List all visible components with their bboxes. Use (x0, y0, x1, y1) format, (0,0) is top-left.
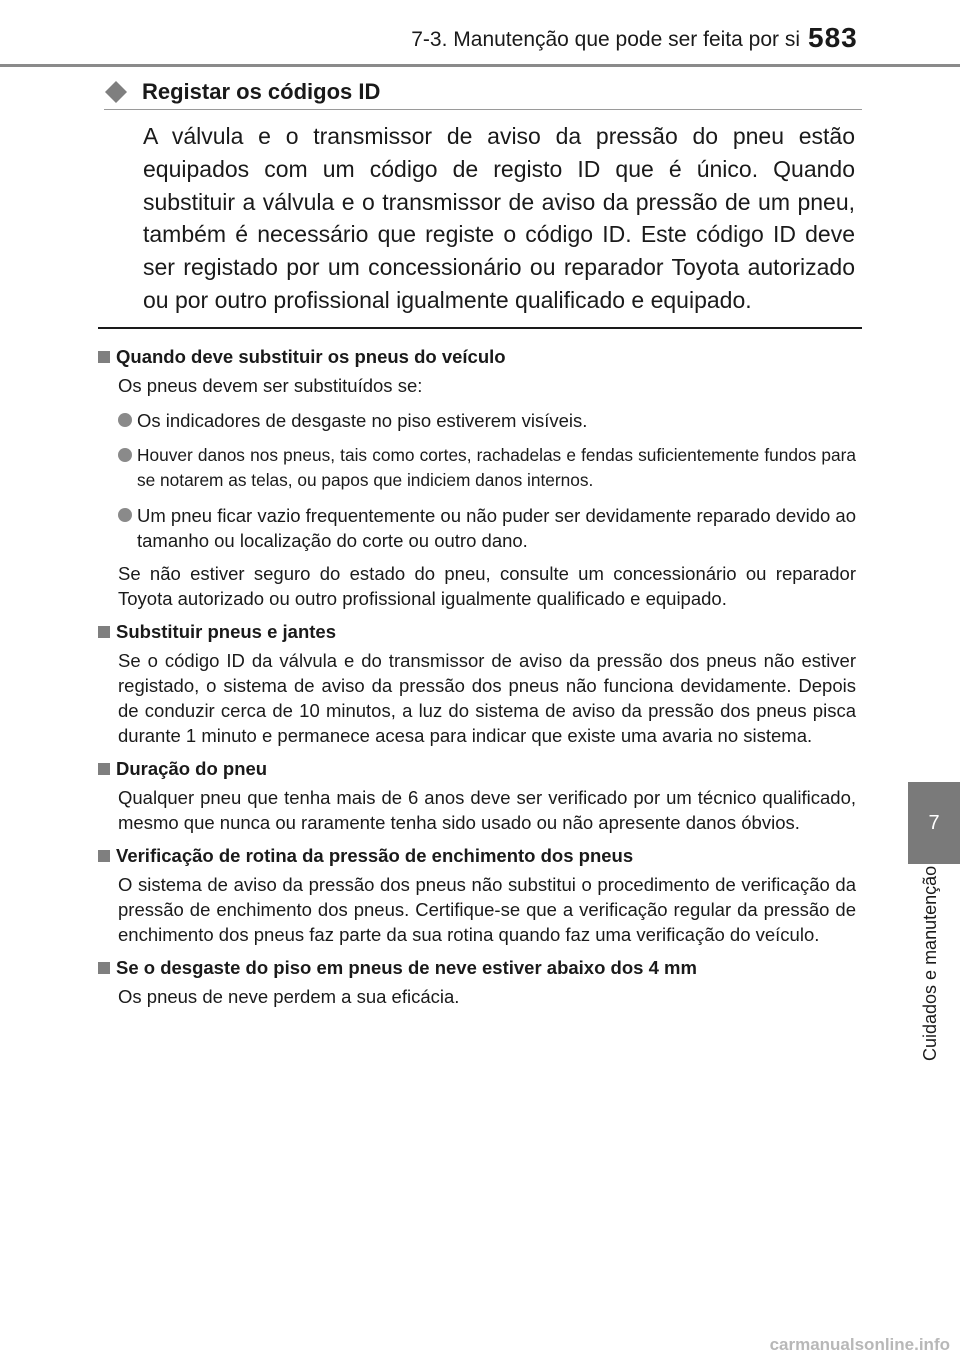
watermark: carmanualsonline.info (769, 1335, 950, 1354)
section-heading (104, 76, 864, 108)
header-rule (0, 64, 960, 67)
notes-area (98, 336, 856, 1009)
note-text: Qualquer pneu que tenha mais de 6 anos deve ser verificado por um técnico qualificado, mesmo que nunca ou raramente tenha sido usado ou não apresente danos óbvios. (118, 787, 856, 833)
chapter-tab: 7 (908, 782, 960, 864)
note-heading (98, 344, 856, 369)
note-title: Duração do pneu (116, 758, 268, 779)
list-item (118, 408, 856, 433)
chapter-tab-label: Cuidados e manutenção (920, 866, 940, 1062)
note-title: Quando deve substituir os pneus do veículo (116, 346, 506, 367)
round-bullet-icon (118, 508, 132, 522)
round-bullet-icon (118, 413, 132, 427)
note-title: Substituir pneus e jantes (116, 621, 336, 642)
section-heading-text: Registar os códigos ID (142, 79, 381, 104)
page-number: 583 (808, 22, 858, 53)
note-text: Se não estiver seguro do estado do pneu, consulte um concessionário ou reparador Toyota autorizado ou outro profissional igualmente qualificado e equipado. (118, 563, 856, 609)
note-heading (98, 756, 856, 781)
note-title: Se o desgaste do piso em pneus de neve estiver abaixo dos 4 mm (116, 957, 697, 978)
note-text: Se o código ID da válvula e do transmissor de aviso da pressão dos pneus não estiver registado, o sistema de aviso da pressão dos pneus não funciona devidamente. Depois de conduzir cerca de 10 minutos, a luz do sistema de aviso da pressão dos pneus pisca durante 1 minuto e permanece acesa para indicar que existe uma avaria no sistema. (118, 650, 856, 746)
square-bullet-icon (98, 626, 110, 638)
note-title: Verificação de rotina da pressão de enchimento dos pneus (116, 845, 634, 866)
note-heading (98, 619, 856, 644)
square-bullet-icon (98, 763, 110, 775)
round-bullet-icon (118, 448, 132, 462)
section-divider (98, 327, 862, 329)
note-text: Os pneus de neve perdem a sua eficácia. (118, 986, 460, 1007)
section-heading-underline (104, 109, 862, 110)
note-text: Os pneus devem ser substituídos se: (118, 375, 423, 396)
note-text: O sistema de aviso da pressão dos pneus não substitui o procedimento de verificação da pressão de enchimento dos pneus. Certifique-se que a verificação regular da pressão de enchimento dos pneus faz parte da sua rotina quando faz uma verificação do veículo. (118, 874, 856, 945)
list-item-text: Um pneu ficar vazio frequentemente ou não puder ser devidamente reparado devido ao tamanho ou localização do corte ou outro dano. (137, 505, 856, 551)
list-item (118, 503, 856, 553)
list-item (118, 443, 856, 493)
square-bullet-icon (98, 850, 110, 862)
list-item-text: Houver danos nos pneus, tais como cortes, rachadelas e fendas suficientemente fundos para se notarem as telas, ou papos que indiciem danos internos. (137, 445, 856, 490)
running-header-title: 7-3. Manutenção que pode ser feita por si (411, 28, 800, 51)
note-heading (98, 843, 856, 868)
square-bullet-icon (98, 351, 110, 363)
list-item-text: Os indicadores de desgaste no piso estiverem visíveis. (137, 410, 588, 431)
diamond-icon (104, 80, 128, 104)
square-bullet-icon (98, 962, 110, 974)
section-body: A válvula e o transmissor de aviso da pressão do pneu estão equipados com um código de registo ID que é único. Quando substituir a válvula e o transmissor de aviso da pressão de um pneu, também é necessário que registe o código ID. Este código ID deve ser registado por um concessionário ou reparador Toyota autorizado ou por outro profissional igualmente qualificado e equipado. (143, 123, 855, 313)
note-heading (98, 955, 856, 980)
